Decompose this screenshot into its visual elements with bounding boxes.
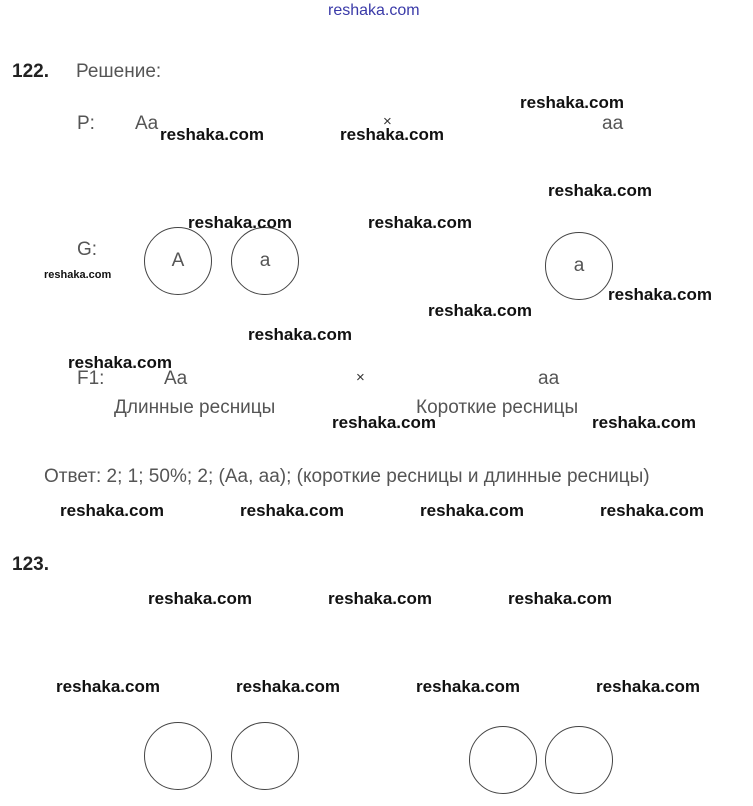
g-label: G: — [77, 239, 98, 260]
watermark: reshaka.com — [420, 501, 524, 520]
task-123-circle-2 — [231, 722, 299, 790]
f1-right-genotype: aa — [538, 368, 560, 389]
watermark: reshaka.com — [148, 589, 252, 608]
p-right-genotype: aa — [602, 113, 624, 134]
task-122-answer: Ответ: 2; 1; 50%; 2; (Aa, aa); (короткие ресницы и длинные ресницы) — [44, 466, 650, 487]
gamete-circle-2 — [231, 227, 299, 295]
gamete-1-label: A — [171, 250, 185, 271]
gamete-2-label: a — [259, 250, 271, 271]
task-122-heading: Решение: — [76, 61, 162, 82]
watermark: reshaka.com — [600, 501, 704, 520]
watermark: reshaka.com — [596, 677, 700, 696]
task-123-circle-3 — [469, 726, 537, 794]
gamete-circle-1 — [144, 227, 212, 295]
watermark-top[interactable]: reshaka.com — [328, 2, 420, 19]
watermark: reshaka.com — [428, 301, 532, 320]
f1-left-genotype: Aa — [164, 368, 188, 389]
f1-label: F1: — [77, 368, 105, 389]
watermark: reshaka.com — [236, 677, 340, 696]
gamete-3-label: a — [573, 255, 585, 276]
watermark-small: reshaka.com — [44, 269, 112, 281]
p-left-genotype: Aa — [135, 113, 159, 134]
watermark: reshaka.com — [608, 285, 712, 304]
watermark: reshaka.com — [416, 677, 520, 696]
task-123-number: 123. — [12, 554, 49, 575]
watermark: reshaka.com — [68, 353, 172, 372]
gamete-circle-3 — [545, 232, 613, 300]
watermark: reshaka.com — [520, 93, 624, 112]
f1-cross-sign: × — [356, 369, 365, 386]
watermark: reshaka.com — [340, 125, 444, 144]
watermark: reshaka.com — [508, 589, 612, 608]
phenotype-left: Длинные ресницы — [114, 397, 276, 418]
task-123-circle-4 — [545, 726, 613, 794]
watermark: reshaka.com — [332, 413, 436, 432]
task-122-number: 122. — [12, 61, 49, 82]
task-123-circle-1 — [144, 722, 212, 790]
watermark: reshaka.com — [240, 501, 344, 520]
watermark: reshaka.com — [248, 325, 352, 344]
watermark: reshaka.com — [328, 589, 432, 608]
watermark: reshaka.com — [60, 501, 164, 520]
watermark: reshaka.com — [368, 213, 472, 232]
watermark: reshaka.com — [592, 413, 696, 432]
watermark: reshaka.com — [548, 181, 652, 200]
watermark: reshaka.com — [56, 677, 160, 696]
phenotype-right: Короткие ресницы — [416, 397, 579, 418]
p-cross-sign: × — [383, 113, 392, 130]
p-label: P: — [77, 113, 95, 134]
watermark: reshaka.com — [188, 213, 292, 232]
watermark: reshaka.com — [160, 125, 264, 144]
